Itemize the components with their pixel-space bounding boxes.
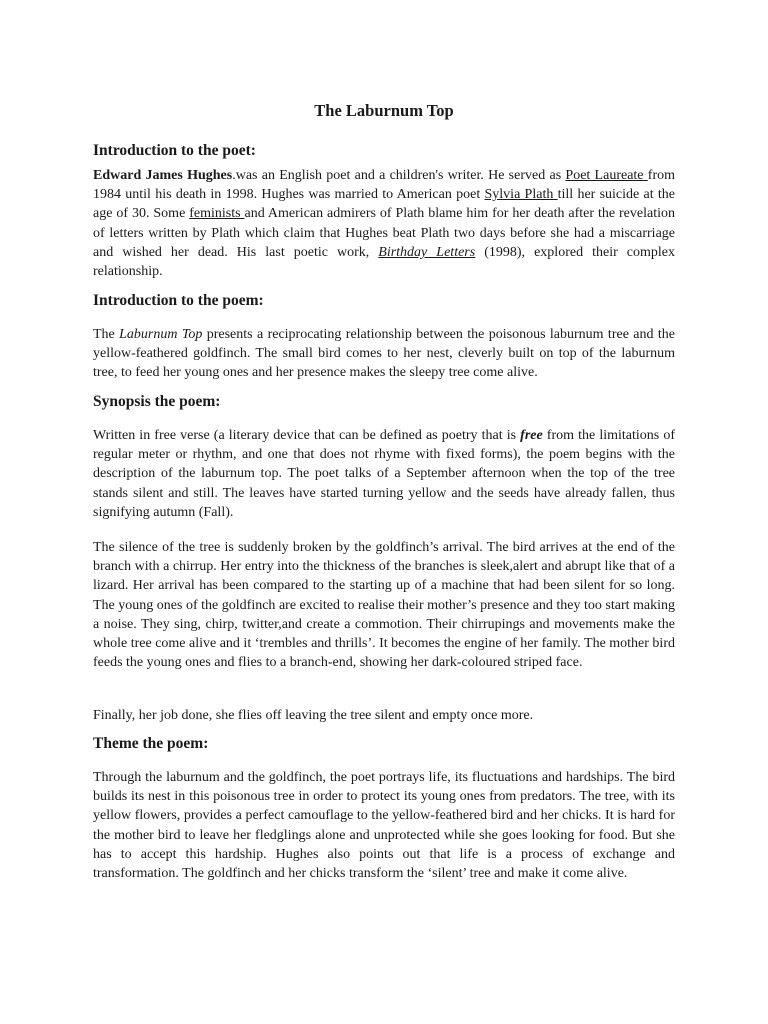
paragraph-synopsis-1 (93, 426, 675, 522)
link-sylvia-plath[interactable]: Sylvia Plath (484, 187, 558, 203)
paragraph-poet-intro (93, 166, 675, 281)
heading-intro-poem: Introduction to the poem: (93, 292, 264, 309)
page-title: The Laburnum Top (314, 101, 454, 120)
heading-theme: Theme the poem: (93, 735, 209, 752)
paragraph-synopsis-2: The silence of the tree is suddenly broken by the goldfinch’s arrival. The bird arrives at the end of the branch with a chirrup. Her entry into the thickness of the branches is sleek,alert and abrupt like that of a lizard. Her arrival has been compared to the starting up of a machine that had been silent for so long. The young ones of the goldfinch are excited to realise their mother’s presence and they too start making a noise. They sing, chirp, twitter,and create a commotion. Their chirrupings and movements make the whole tree come alive and it ‘trembles and thrills’. It becomes the engine of her family. The mother bird feeds the young ones and flies to a branch-end, showing her dark-coloured striped face. (93, 540, 675, 671)
poet-text-1: .was an English poet and a children's writer. He served as (232, 168, 566, 183)
paragraph-synopsis-3: Finally, her job done, she flies off leaving the tree silent and empty once more. (93, 708, 534, 723)
poet-text-3: till her suicide at the age of 30. Some (93, 187, 675, 222)
poem-title-italic: Laburnum Top (119, 327, 203, 342)
poem-intro-text-1: The (93, 327, 120, 342)
poet-name: Edward James Hughes (93, 168, 233, 183)
link-birthday-letters[interactable]: Birthday Letters (378, 244, 476, 260)
heading-intro-poet: Introduction to the poet: (93, 142, 256, 159)
synopsis-free-emphasis: free (520, 428, 543, 443)
link-feminists[interactable]: feminists (189, 206, 245, 222)
poet-text-2: from 1984 until his death in 1998. Hughes was married to American poet (93, 168, 675, 203)
poet-text-5: (1998), explored their complex relationship. (93, 244, 675, 280)
poem-intro-text-2: presents a reciprocating relationship between the poisonous laburnum tree and the yellow-feathered goldfinch. The small bird comes to her nest, cleverly built on top of the laburnum tree, to feed her young ones and her presence makes the sleepy tree come alive. (93, 327, 675, 381)
paragraph-theme: Through the laburnum and the goldfinch, the poet portrays life, its fluctuations and hardships. The bird builds its nest in this poisonous tree in order to protect its young ones from predators. The tree, with its yellow flowers, provides a perfect camouflage to the yellow-feathered bird and her chicks. It is hard for the mother bird to leave her fledglings alone and unprotected while she goes looking for food. But she has to accept this hardship. Hughes also points out that life is a process of exchange and transformation. The goldfinch and her chicks transform the ‘silent’ tree and make it come alive. (93, 770, 675, 882)
paragraph-poem-intro (93, 325, 675, 383)
poet-text-4: and American admirers of Plath blame him for her death after the revelation of letters written by Plath which claim that Hughes beat Plath two days before she had a miscarriage and wished her dead. His last poetic work, (93, 206, 675, 260)
heading-synopsis: Synopsis the poem: (93, 393, 221, 410)
link-poet-laureate[interactable]: Poet Laureate (565, 168, 648, 183)
synopsis-text-1: Written in free verse (a literary device that can be defined as poetry that is (93, 428, 521, 443)
synopsis-text-2: from the limitations of regular meter or rhythm, and one that does not rhyme with fixed forms), the poem begins with the description of the laburnum top. The poet talks of a September afternoon when the top of the tree stands silent and still. The leaves have started turning yellow and the seeds have already fallen, thus signifying autumn (Fall). (93, 428, 675, 520)
